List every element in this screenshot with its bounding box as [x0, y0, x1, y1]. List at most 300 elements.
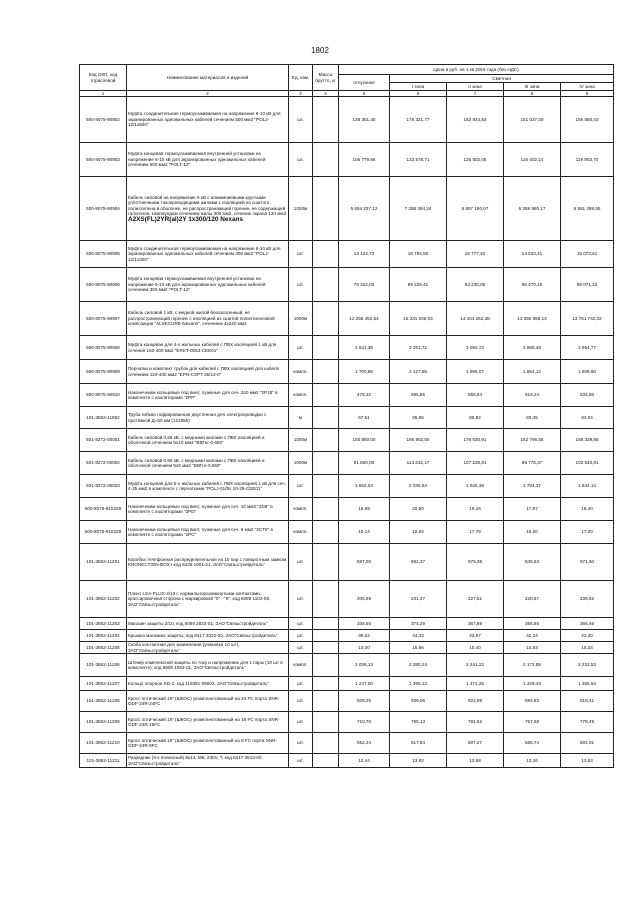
row-code	[80, 268, 127, 302]
row-zone-4-price	[561, 654, 614, 677]
row-zone-4-price	[561, 475, 614, 498]
row-code	[80, 630, 127, 642]
row-zone-2-price-text: 6 857 180,67	[461, 205, 489, 211]
row-code-text: 501-8272-00003	[86, 483, 120, 489]
header-mass: Масса брутто, кг	[313, 65, 339, 91]
table-row	[80, 97, 614, 143]
row-zone-2-price-text: 19,26	[469, 506, 481, 512]
row-mass	[313, 521, 339, 544]
row-zone-3-price-text: 588,74	[524, 740, 540, 746]
row-name-text: Кросс оптический 19" (ШКОС) укомплектованный на 16 FC порта SNR-ODF-24R-16FC	[128, 716, 280, 727]
row-zone-4-price	[561, 642, 614, 654]
row-zone-4-price-text: 534,86	[580, 392, 595, 398]
row-code	[80, 691, 127, 712]
row-unit	[289, 642, 313, 654]
table-row	[80, 407, 614, 429]
row-unit	[289, 521, 313, 544]
table-row	[80, 143, 614, 177]
row-code-text: 101-3862-11203	[86, 620, 120, 626]
row-release-price	[339, 618, 390, 630]
row-code-text: 101-3862-11202	[86, 596, 120, 602]
row-name	[127, 384, 289, 407]
row-unit-text: 1000м	[293, 437, 308, 443]
row-name-text: Муфта соединительная термоусаживаемая на напряжение 6-10 кВ для экранированных одножильных кабелей сечением 300 мм2 "POLJ-12/1x300"	[128, 245, 281, 262]
row-release-price	[339, 581, 390, 618]
row-unit-text: шт.	[297, 680, 304, 686]
row-zone-4-price	[561, 618, 614, 630]
row-zone-3-price	[504, 581, 561, 618]
row-zone-2-price	[447, 521, 504, 544]
row-name	[127, 630, 289, 642]
row-zone-3-price	[504, 754, 561, 768]
row-zone-2-price-text: 107 228,81	[463, 460, 487, 466]
row-unit-text: шт.	[297, 757, 304, 763]
row-name	[127, 429, 289, 452]
row-release-price-text: 13 423,73	[353, 251, 375, 257]
row-zone-2-price-text: 3 092,73	[466, 344, 484, 350]
row-release-price	[339, 521, 390, 544]
row-unit-text: шт.	[297, 740, 304, 746]
row-mass	[313, 642, 339, 654]
row-zone-2-price	[447, 733, 504, 754]
row-release-price	[339, 384, 390, 407]
table-row	[80, 302, 614, 336]
row-name	[127, 754, 289, 768]
row-unit	[289, 143, 313, 177]
row-zone-1-price	[390, 642, 447, 654]
row-code-text: 101-3862-11206	[86, 662, 120, 668]
row-name	[127, 302, 289, 336]
row-zone-1-price-text: 13,92	[412, 757, 424, 763]
row-zone-2-price	[447, 475, 504, 498]
row-name	[127, 642, 289, 654]
row-zone-4-price	[561, 407, 614, 429]
row-code	[80, 581, 127, 618]
row-name	[127, 581, 289, 618]
row-mass	[313, 630, 339, 642]
row-zone-3-price-text: 894,83	[524, 698, 540, 704]
row-zone-4-price-text: 971,60	[580, 559, 595, 565]
row-zone-1-price-text: 15,66	[412, 644, 424, 650]
row-mass	[313, 143, 339, 177]
row-zone-4-price-text: 778,49	[580, 719, 595, 725]
row-unit	[289, 452, 313, 475]
row-code	[80, 712, 127, 733]
row-code-text: 500-8075-90906	[86, 281, 120, 287]
row-name-text: Скоба контактная для заземления (упаковка 10 шт), ЗАО"Связьстройдеталь"	[128, 642, 240, 653]
row-code	[80, 498, 127, 521]
row-zone-3-price-text: 162 796,55	[520, 437, 544, 443]
row-zone-2-price	[447, 97, 504, 143]
row-zone-3-price	[504, 677, 561, 691]
row-zone-4-price	[561, 544, 614, 581]
row-zone-3-price-text: 845,53	[524, 559, 540, 565]
row-code	[80, 733, 127, 754]
header-zone-1: I зона	[390, 83, 447, 91]
row-zone-1-price	[390, 521, 447, 544]
row-zone-2-price-text: 14 404 262,38	[460, 315, 490, 321]
row-zone-1-price-text: 231,47	[410, 596, 426, 602]
row-release-price-text: 839,35	[356, 698, 372, 704]
row-zone-1-price-text: 95,65	[412, 414, 424, 420]
row-zone-4-price-text: 119 903,70	[575, 156, 599, 162]
table-row	[80, 429, 614, 452]
row-zone-1-price-text: 7 298 364,34	[404, 205, 432, 211]
row-code	[80, 754, 127, 768]
header-price-title: Цена в руб. на 1 кв 2016 года (без НДС)	[339, 65, 614, 75]
row-release-price	[339, 177, 390, 241]
row-mass	[313, 97, 339, 143]
row-zone-2-price	[447, 360, 504, 384]
row-zone-2-price-text: 93 230,06	[464, 281, 486, 287]
row-release-price-text: 552,24	[356, 740, 372, 746]
row-zone-3-price-text: 13 359 856,13	[517, 315, 547, 321]
row-name-text: Муфта концевая термоусаживаемая внутренней установки на напряжение 6-10 кВ для экранированных одножильных кабелей сечением 300 мм2 "POLT-12"	[128, 276, 266, 293]
row-mass	[313, 618, 339, 630]
row-zone-4-price	[561, 630, 614, 642]
row-zone-2-price-text: 1 999,07	[466, 368, 484, 374]
row-zone-2-price-text: 15,40	[469, 644, 481, 650]
row-zone-2-price-text: 975,38	[467, 559, 483, 565]
row-zone-1-price-text: 133 578,71	[406, 156, 430, 162]
row-zone-3-price	[504, 268, 561, 302]
row-code	[80, 452, 127, 475]
row-zone-1-price	[390, 407, 447, 429]
row-zone-3-price-text: 99 776,37	[521, 460, 543, 466]
row-code	[80, 143, 127, 177]
row-zone-2-price	[447, 498, 504, 521]
row-name-text: Наконечники кольцевые под винт, луженые для сеч. 6 мм2 "2CT8" в комплекте с изоляторами "2PC"	[128, 526, 273, 537]
table-row	[80, 452, 614, 475]
row-unit-text: шт.	[297, 344, 304, 350]
row-name	[127, 677, 289, 691]
row-zone-1-price-text: 195 902,50	[406, 437, 430, 443]
row-zone-4-price-text: 1 909,90	[578, 368, 596, 374]
column-number: 1	[80, 91, 127, 97]
row-zone-4-price	[561, 677, 614, 691]
row-zone-3-price	[504, 630, 561, 642]
row-name-text: Плинт LSA-PLUS-2/10 с нормальноразомкнутыми контактами, кроссировочная сторона с маркировкой "0" - "9", код 6089 1102-06, ЗАО"Связьстройдеталь"	[128, 590, 271, 607]
row-name-text: Муфта концевая для 4-х жильных кабелей с ПВХ изоляцией 1 кВ для сечения 150-400 мм2 "ERKT-0063-CEE01"	[128, 342, 277, 353]
row-code-text: 500-8075-90909	[86, 368, 120, 374]
row-code-text: 500-8075-910228	[84, 506, 122, 512]
row-unit	[289, 97, 313, 143]
row-zone-2-price	[447, 754, 504, 768]
row-mass	[313, 429, 339, 452]
header-unit: Ед. изм.	[289, 65, 313, 91]
row-name	[127, 498, 289, 521]
row-zone-1-price-text: 16 792,50	[407, 251, 429, 257]
row-zone-1-price-text: 374,29	[410, 620, 426, 626]
row-code	[80, 677, 127, 691]
row-zone-1-price	[390, 429, 447, 452]
row-zone-2-price	[447, 336, 504, 360]
row-zone-1-price-text: 2 280,24	[409, 662, 427, 668]
row-zone-4-price-text: 2 954,77	[578, 344, 596, 350]
row-zone-1-price	[390, 691, 447, 712]
row-zone-4-price-text: 1 844,14	[578, 483, 596, 489]
row-code-text: 501-8272-00001	[86, 437, 120, 443]
row-unit-text: компл.	[293, 368, 308, 374]
row-zone-2-price	[447, 654, 504, 677]
row-mass	[313, 498, 339, 521]
row-mass	[313, 712, 339, 733]
row-zone-4-price-text: 92,04	[581, 414, 593, 420]
row-name	[127, 452, 289, 475]
row-zone-1-price-text: 15 331 036,03	[403, 315, 433, 321]
row-zone-1-price	[390, 475, 447, 498]
row-release-price-text: 91 800,00	[353, 460, 375, 466]
row-zone-4-price-text: 155 580,43	[575, 116, 599, 122]
row-zone-4-price-text: 168 339,95	[575, 437, 599, 443]
row-zone-2-price-text: 1 926,39	[466, 483, 484, 489]
row-unit	[289, 654, 313, 677]
row-zone-2-price-text: 2 241,22	[466, 662, 484, 668]
row-release-price	[339, 241, 390, 268]
row-release-price	[339, 97, 390, 143]
row-code	[80, 407, 127, 429]
row-zone-2-price	[447, 384, 504, 407]
row-zone-2-price	[447, 143, 504, 177]
row-zone-3-price	[504, 712, 561, 733]
row-unit-text: шт.	[297, 116, 304, 122]
row-zone-2-price-text: 1 371,25	[466, 680, 484, 686]
row-zone-4-price-text: 43,40	[581, 632, 593, 638]
column-number: 8	[504, 91, 561, 97]
row-zone-3-price	[504, 642, 561, 654]
row-release-price-text: 12,44	[358, 757, 370, 763]
row-release-price-text: 1 700,85	[355, 368, 373, 374]
row-mass	[313, 336, 339, 360]
row-zone-4-price-text: 1 365,94	[578, 680, 596, 686]
row-name	[127, 544, 289, 581]
row-zone-4-price	[561, 712, 614, 733]
row-zone-4-price-text: 15,34	[581, 644, 593, 650]
row-release-price-text: 106 779,66	[352, 156, 376, 162]
row-zone-2-price-text: 176 030,91	[463, 437, 487, 443]
row-zone-3-price-text: 2 172,85	[523, 662, 541, 668]
row-zone-2-price-text: 922,99	[467, 698, 483, 704]
column-number: 7	[447, 91, 504, 97]
table-row	[80, 336, 614, 360]
row-release-price-text: 1 652,54	[355, 483, 373, 489]
row-zone-1-price-text: 113 242,17	[406, 460, 430, 466]
row-unit	[289, 384, 313, 407]
row-name-text: Кабель силовой 1 кВ, с медной жилой безгалогенный, не распространяющий горение с изоляцией из сшитой полиэтиленовой композиции "ALSECURE-Nexans", сечением 4x240 мм2	[128, 310, 275, 327]
row-release-price	[339, 677, 390, 691]
row-zone-1-price	[390, 654, 447, 677]
row-zone-1-price-text: 3 291,72	[409, 344, 427, 350]
column-number: 2	[127, 91, 289, 97]
row-zone-1-price	[390, 712, 447, 733]
row-name-text: Муфта концевая термоусаживаемая внутренней установки на напряжение 6-10 кВ для экранированных одножильных кабелей сечением 500 мм2 "POLT-12"	[128, 151, 266, 168]
column-number: 5	[339, 91, 390, 97]
row-release-price-text: 206,89	[356, 596, 372, 602]
row-zone-3-price-text: 14 633,41	[521, 251, 543, 257]
row-unit-text: шт.	[297, 156, 304, 162]
row-zone-2-price	[447, 677, 504, 691]
row-zone-3-price	[504, 97, 561, 143]
row-code	[80, 618, 127, 630]
row-zone-4-price	[561, 143, 614, 177]
price-table	[79, 64, 614, 768]
row-release-price	[339, 268, 390, 302]
row-unit-text: компл.	[293, 529, 308, 535]
row-mass	[313, 475, 339, 498]
table-row	[80, 712, 614, 733]
row-code-text: 501-8272-00002	[86, 460, 120, 466]
row-code-text: 500-8075-90905	[86, 251, 120, 257]
row-name-text: Коробка телефонная распределительная на 10 пар с поворотным замком KRONECTION-BOX I код 6436 1001-21, ЗАО"Связьстройдеталь"	[128, 556, 287, 567]
row-name	[127, 336, 289, 360]
row-zone-3-price	[504, 452, 561, 475]
row-zone-3-price	[504, 618, 561, 630]
row-unit	[289, 691, 313, 712]
row-name	[127, 241, 289, 268]
row-unit-text: компл.	[293, 662, 308, 668]
row-name-text: Перчатки и комплект трубок для кабелей с ПВХ изоляцией для кабеля сечением 120-400 мм2 "EPN-CSPT 35/13-0"	[128, 366, 280, 377]
row-zone-1-price-text: 99 226,41	[407, 281, 429, 287]
column-number: 9	[561, 91, 614, 97]
row-zone-1-price	[390, 677, 447, 691]
row-name-text: Наконечники кольцевые под винт, луженые для сеч. 10 мм2 "2D8" в комплекте с изоляторами "2PD"	[128, 503, 273, 514]
row-unit	[289, 360, 313, 384]
row-release-price-text: 67,51	[358, 414, 370, 420]
row-zone-3-price-text: 757,68	[524, 719, 540, 725]
row-zone-3-price	[504, 654, 561, 677]
row-unit-text: шт.	[297, 281, 304, 287]
row-zone-4-price	[561, 384, 614, 407]
row-zone-4-price	[561, 691, 614, 712]
row-zone-2-price	[447, 452, 504, 475]
row-unit-text: шт.	[297, 251, 304, 257]
row-zone-1-price	[390, 384, 447, 407]
row-code-text: 101-3862-11207	[86, 680, 120, 686]
page-number: 1802	[311, 46, 329, 55]
row-zone-1-price-text: 617,84	[410, 740, 426, 746]
row-code-text: 101-3862-11852	[86, 414, 120, 420]
row-zone-2-price-text: 781,52	[467, 719, 483, 725]
row-code-text: 500-8075-90902	[86, 116, 120, 122]
row-code	[80, 384, 127, 407]
row-zone-2-price	[447, 407, 504, 429]
table-row	[80, 268, 614, 302]
row-code	[80, 177, 127, 241]
row-mass	[313, 581, 339, 618]
row-zone-2-price-text: 607,27	[467, 740, 483, 746]
row-unit-text: компл.	[293, 392, 308, 398]
row-zone-4-price-text: 13,63	[581, 757, 593, 763]
row-zone-3-price-text: 16,50	[526, 529, 538, 535]
row-zone-4-price-text: 102 540,91	[575, 460, 599, 466]
row-code-text: 101-3862-11201	[86, 559, 120, 565]
row-zone-2-price-text: 17,79	[469, 529, 481, 535]
row-zone-2-price	[447, 642, 504, 654]
column-number: 3	[289, 91, 313, 97]
row-zone-2-price	[447, 268, 504, 302]
row-unit-text: шт.	[297, 596, 304, 602]
row-name-text: Магазин защиты 2/10, код 6089 2023-01, ЗАО"Связьстройдеталь"	[128, 620, 268, 626]
row-name-mark: A2XS(FL)2YR(al)2Y 1x300/120 Nexans	[128, 215, 243, 223]
row-zone-1-price	[390, 241, 447, 268]
row-code	[80, 302, 127, 336]
row-zone-3-price-text: 13,26	[526, 757, 538, 763]
row-release-price	[339, 407, 390, 429]
row-code	[80, 241, 127, 268]
row-code-text: 500-8075-90908	[86, 344, 120, 350]
row-unit	[289, 544, 313, 581]
table-row	[80, 642, 614, 654]
row-zone-3-price-text: 2 868,49	[523, 344, 541, 350]
row-name-text: Кросс оптический 19" (ШКОС) укомплектованный на 8 FC порта SNR-ODF-24R-8FC	[128, 737, 277, 748]
row-name-text: Наконечники кольцевые под винт, луженые для сеч. 240 мм2 "2P18" в комплекте с изоляторами "2PP"	[128, 389, 278, 400]
row-zone-4-price	[561, 177, 614, 241]
row-unit-text: шт.	[297, 644, 304, 650]
row-zone-1-price	[390, 544, 447, 581]
row-unit	[289, 177, 313, 241]
row-name-text: Кабель силовой 0,66 кВ, с медными жилами с ПВХ изоляцией и оболочкой сечением 5x10 мм2 "ВВГнг-0,660"	[128, 434, 265, 445]
row-name-text: Разрядник (3-х полюсный) 8x13, МК, 230V, Т, код 6417 3513-00, ЗАО"Связьстройдеталь"	[128, 755, 263, 766]
row-zone-3-price	[504, 336, 561, 360]
row-zone-3-price-text: 220,57	[524, 596, 540, 602]
row-zone-4-price	[561, 521, 614, 544]
row-release-price-text: 1 247,00	[355, 680, 373, 686]
row-unit-text: шт.	[297, 719, 304, 725]
row-zone-3-price	[504, 475, 561, 498]
header-zone-3: III зона	[504, 83, 561, 91]
row-name-text: Труба гибкая гофрированная двустенная для электропроводки с протяжкой Д=50 мм (121950)	[128, 412, 267, 423]
row-zone-3-price	[504, 384, 561, 407]
row-zone-2-price-text: 162 844,54	[463, 116, 487, 122]
row-zone-3-price-text: 14,93	[526, 644, 538, 650]
row-zone-1-price-text: 1 395,13	[409, 680, 427, 686]
table-row	[80, 754, 614, 768]
row-zone-1-price	[390, 498, 447, 521]
row-unit-text: шт.	[297, 698, 304, 704]
row-mass	[313, 302, 339, 336]
row-zone-2-price-text: 367,89	[467, 620, 483, 626]
row-code-text: 500-8075-90907	[86, 315, 120, 321]
table-row	[80, 360, 614, 384]
row-release-price	[339, 733, 390, 754]
table-row	[80, 384, 614, 407]
row-zone-3-price-text: 1 329,43	[523, 680, 541, 686]
row-mass	[313, 544, 339, 581]
row-release-price	[339, 691, 390, 712]
row-release-price	[339, 475, 390, 498]
row-zone-3-price-text: 116 402,14	[520, 156, 544, 162]
row-zone-3-price	[504, 302, 561, 336]
row-zone-4-price	[561, 360, 614, 384]
row-unit-text: м	[298, 414, 303, 420]
row-unit	[289, 475, 313, 498]
row-name-text: Крышка магазина защиты, код 6417 3022-00, ЗАО"Связьстройдеталь"	[128, 632, 278, 638]
row-zone-1-price-text: 939,06	[410, 698, 426, 704]
row-code-text: 500-8075-90910	[86, 392, 120, 398]
row-release-price	[339, 544, 390, 581]
row-zone-3-price	[504, 733, 561, 754]
row-zone-4-price	[561, 733, 614, 754]
row-code	[80, 475, 127, 498]
row-zone-3-price	[504, 691, 561, 712]
row-zone-4-price-text: 13 761 742,02	[572, 315, 602, 321]
table-row	[80, 691, 614, 712]
row-zone-1-price-text: 44,33	[412, 632, 424, 638]
row-name-text: Кольцо опорное KD-2, код 119391-09002, ЗАО"Связьстройдеталь"	[128, 680, 270, 686]
row-zone-2-price	[447, 241, 504, 268]
row-zone-1-price	[390, 452, 447, 475]
row-name-text: Муфта концевая для 5-х жильных кабелей с ПВХ изоляцией 1 кВ для сеч. 4-35 мм2 в комплекте с перчатками "POLJ-01/5x 10-35-CEE01"	[128, 480, 286, 491]
